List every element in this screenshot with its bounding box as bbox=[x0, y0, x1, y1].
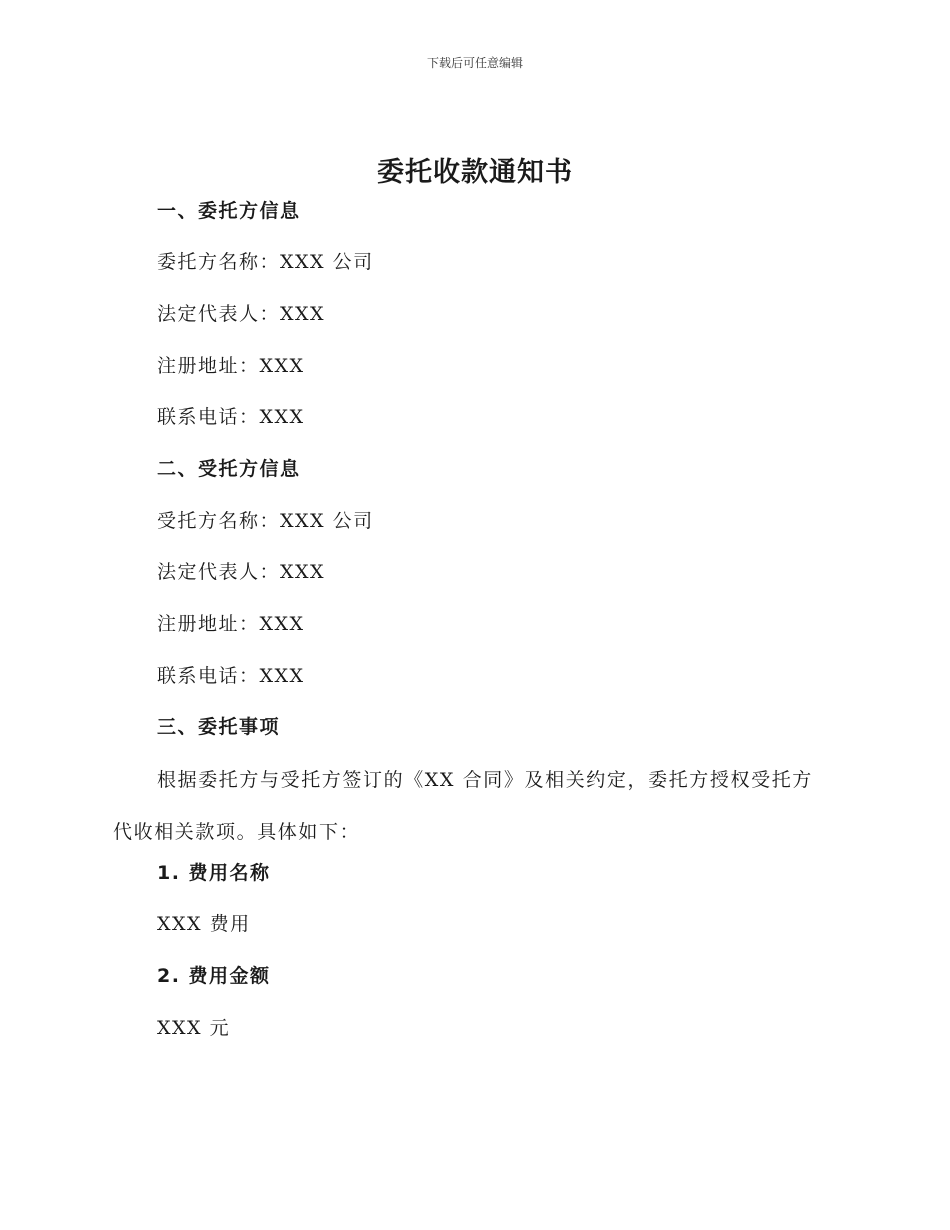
principal-address: 注册地址：XXX bbox=[157, 355, 305, 377]
fee-name-value: XXX 费用 bbox=[157, 913, 251, 935]
fee-amount-value: XXX 元 bbox=[157, 1017, 231, 1039]
section-3-heading: 三、委托事项 bbox=[157, 716, 281, 738]
header-note: 下载后可任意编辑 bbox=[426, 56, 523, 70]
section-1-heading: 一、委托方信息 bbox=[157, 200, 301, 222]
agent-phone: 联系电话：XXX bbox=[157, 665, 305, 687]
document-title: 委托收款通知书 bbox=[377, 157, 573, 188]
principal-legal-rep: 法定代表人：XXX bbox=[157, 303, 326, 325]
agent-address: 注册地址：XXX bbox=[157, 613, 305, 635]
fee-name-heading: 1. 费用名称 bbox=[157, 862, 271, 884]
section-2-heading: 二、受托方信息 bbox=[157, 458, 301, 480]
principal-name: 委托方名称：XXX 公司 bbox=[157, 251, 374, 273]
agent-legal-rep: 法定代表人：XXX bbox=[157, 561, 326, 583]
agent-name: 受托方名称：XXX 公司 bbox=[157, 510, 374, 532]
entrustment-paragraph: 根据委托方与受托方签订的《XX 合同》及相关约定，委托方授权受托方代收相关款项。具体如下： bbox=[113, 769, 813, 843]
principal-phone: 联系电话：XXX bbox=[157, 406, 305, 428]
fee-amount-heading: 2. 费用金额 bbox=[157, 965, 271, 987]
